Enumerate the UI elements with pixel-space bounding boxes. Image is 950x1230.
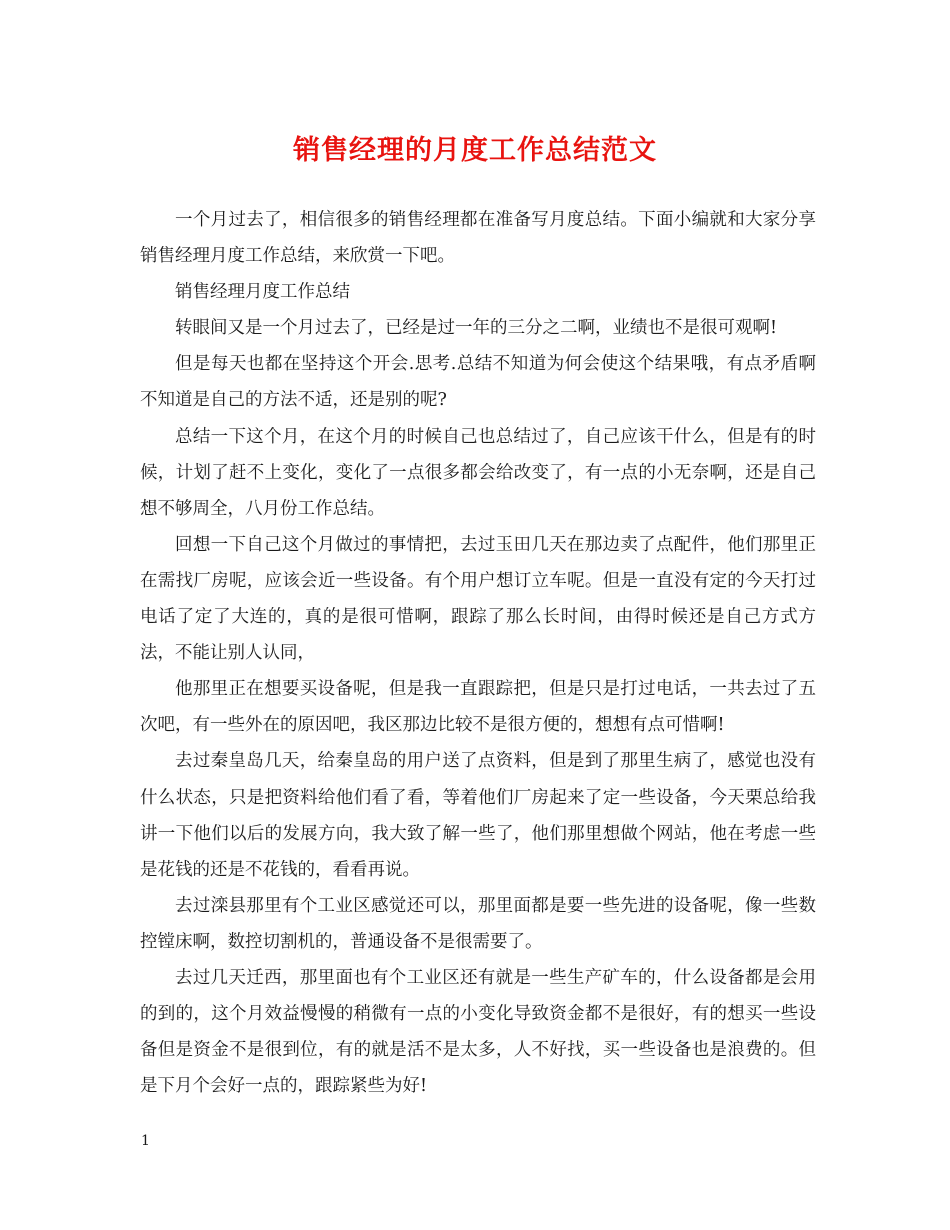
paragraph: 他那里正在想要买设备呢，但是我一直跟踪把，但是只是打过电话，一共去过了五次吧，有一些外在的原因吧，我区那边比较不是很方便的，想想有点可惜啊!	[140, 679, 816, 736]
page-number: 1	[141, 1133, 150, 1149]
paragraph: 总结一下这个月，在这个月的时候自己也总结过了，自己应该干什么，但是有的时候，计划了赶不上变化，变化了一点很多都会给改变了，有一点的小无奈啊，还是自己想不够周全，八月份工作总结。	[140, 426, 816, 519]
paragraph: 回想一下自己这个月做过的事情把，去过玉田几天在那边卖了点配件，他们那里正在需找厂房呢，应该会近一些设备。有个用户想订立车呢。但是一直没有定的今天打过电话了定了大连的，真的是很可惜啊，跟踪了那么长时间，由得时候还是自己方式方法，不能让别人认同，	[140, 534, 816, 664]
paragraph: 去过几天迁西，那里面也有个工业区还有就是一些生产矿车的，什么设备都是会用的到的，这个月效益慢慢的稍微有一点的小变化导致资金都不是很好，有的想买一些设备但是资金不是很到位，有的就是活不是太多，人不好找，买一些设备也是浪费的。但是下月个会好一点的，跟踪紧些为好!	[140, 967, 816, 1097]
paragraph-intro: 一个月过去了，相信很多的销售经理都在准备写月度总结。下面小编就和大家分享销售经理月度工作总结，来欣赏一下吧。	[140, 210, 816, 267]
document-body	[140, 202, 816, 1104]
paragraph-subtitle: 销售经理月度工作总结	[175, 282, 350, 303]
paragraph: 去过秦皇岛几天，给秦皇岛的用户送了点资料，但是到了那里生病了，感觉也没有什么状态，只是把资料给他们看了看，等着他们厂房起来了定一些设备，今天栗总给我讲一下他们以后的发展方向，我大致了解一些了，他们那里想做个网站，他在考虑一些是花钱的还是不花钱的，看看再说。	[140, 751, 816, 880]
paragraph: 转眼间又是一个月过去了，已经是过一年的三分之二啊，业绩也不是很可观啊!	[175, 318, 778, 339]
document-title: 销售经理的月度工作总结范文	[293, 135, 657, 166]
paragraph: 去过滦县那里有个工业区感觉还可以，那里面都是要一些先进的设备呢，像一些数控镗床啊，数控切割机的，普通设备不是很需要了。	[140, 895, 816, 952]
paragraph: 但是每天也都在坚持这个开会.思考.总结不知道为何会使这个结果哦，有点矛盾啊不知道是自己的方法不适，还是别的呢?	[140, 354, 816, 411]
